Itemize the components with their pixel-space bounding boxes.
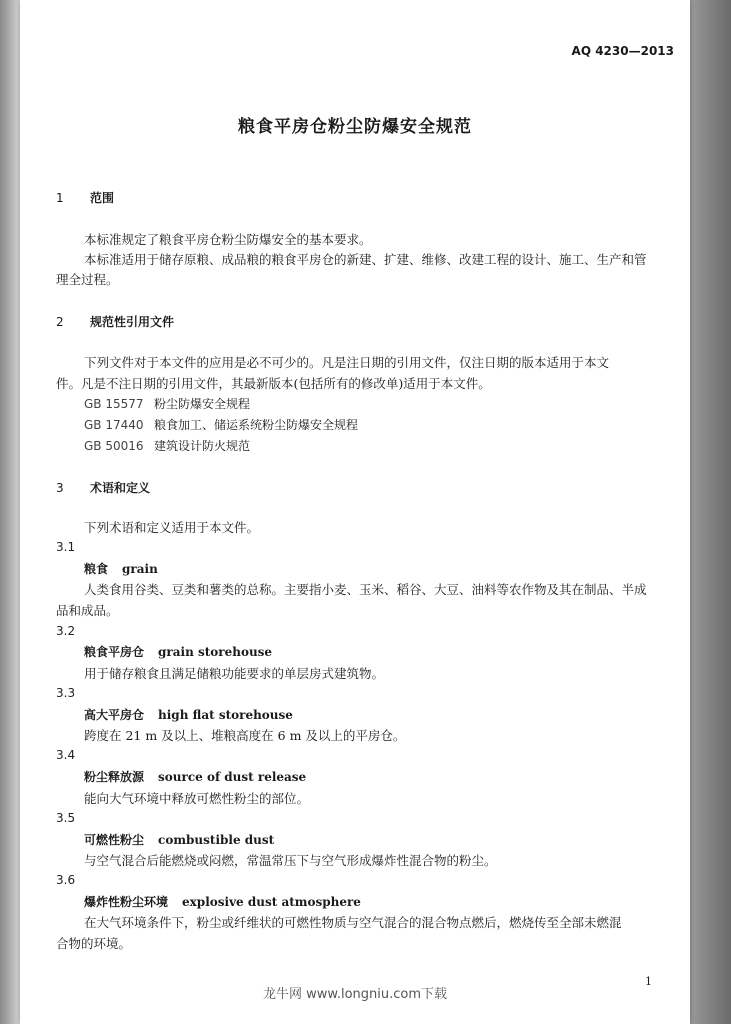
document-page — [20, 0, 690, 1024]
term-definition: 与空气混合后能燃烧或闷燃，常温常压下与空气形成爆炸性混合物的粉尘。 — [84, 853, 497, 868]
section-number: 3 — [56, 481, 64, 495]
term-cn: 粉尘释放源 — [84, 770, 145, 784]
term-en: source of dust release — [158, 770, 307, 784]
paragraph: 本标准规定了粮食平房仓粉尘防爆安全的基本要求。 — [84, 232, 372, 247]
reference-name: 建筑设计防火规范 — [154, 439, 251, 453]
term-en: combustible dust — [158, 833, 275, 847]
term-heading — [84, 831, 274, 848]
term-en: high flat storehouse — [158, 708, 293, 722]
reference-item — [84, 437, 250, 454]
section-title: 术语和定义 — [90, 481, 151, 495]
term-number: 3.2 — [56, 624, 76, 638]
viewer-background-right — [690, 0, 731, 1024]
reference-item — [84, 395, 250, 412]
reference-code: GB 50016 — [84, 439, 144, 453]
section-title: 规范性引用文件 — [90, 315, 175, 329]
term-number: 3.4 — [56, 748, 76, 762]
reference-name: 粮食加工、储运系统粉尘防爆安全规程 — [154, 418, 359, 432]
term-heading — [84, 768, 306, 785]
document-title: 粮食平房仓粉尘防爆安全规范 — [238, 117, 472, 137]
section-title: 范围 — [90, 191, 115, 205]
paragraph-continuation: 理全过程。 — [56, 272, 119, 287]
term-definition: 用于储存粮食且满足储粮功能要求的单层房式建筑物。 — [84, 666, 385, 681]
term-heading — [84, 560, 158, 577]
term-cn: 可燃性粉尘 — [84, 833, 145, 847]
term-cn: 高大平房仓 — [84, 708, 145, 722]
page-number: 1 — [645, 975, 652, 988]
term-definition: 跨度在 21 m 及以上、堆粮高度在 6 m 及以上的平房仓。 — [84, 728, 406, 743]
reference-item — [84, 416, 358, 433]
term-number: 3.5 — [56, 811, 76, 825]
term-cn: 粮食 — [84, 562, 109, 576]
reference-name: 粉尘防爆安全规程 — [154, 397, 251, 411]
term-en: explosive dust atmosphere — [182, 895, 361, 909]
section-heading-1 — [56, 189, 114, 206]
reference-code: GB 17440 — [84, 418, 144, 432]
viewer-background-left — [0, 0, 20, 1024]
section-number: 1 — [56, 191, 64, 205]
reference-code: GB 15577 — [84, 397, 144, 411]
standard-number: AQ 4230—2013 — [571, 44, 674, 58]
term-heading — [84, 643, 272, 660]
term-definition: 能向大气环境中释放可燃性粉尘的部位。 — [84, 791, 310, 806]
term-definition: 在大气环境条件下，粉尘或纤维状的可燃性物质与空气混合的混合物点燃后，燃烧传至全部未燃混 — [84, 915, 622, 930]
term-en: grain storehouse — [158, 645, 273, 659]
term-cn: 粮食平房仓 — [84, 645, 145, 659]
term-definition-continuation: 合物的环境。 — [56, 936, 132, 951]
section-heading-2 — [56, 313, 174, 330]
section-number: 2 — [56, 315, 64, 329]
paragraph: 下列术语和定义适用于本文件。 — [84, 520, 260, 535]
paragraph: 本标准适用于储存原粮、成品粮的粮食平房仓的新建、扩建、维修、改建工程的设计、施工、生产和管 — [84, 252, 647, 267]
term-heading — [84, 706, 293, 723]
term-en: grain — [122, 562, 158, 576]
term-heading — [84, 893, 361, 910]
paragraph-continuation: 件。凡是不注日期的引用文件，其最新版本(包括所有的修改单)适用于本文件。 — [56, 376, 491, 391]
term-number: 3.6 — [56, 873, 76, 887]
section-heading-3 — [56, 479, 150, 496]
term-definition-continuation: 品和成品。 — [56, 603, 119, 618]
watermark-text: 龙牛网 www.longniu.com下载 — [262, 987, 447, 1002]
term-definition: 人类食用谷类、豆类和薯类的总称。主要指小麦、玉米、稻谷、大豆、油料等农作物及其在制品、半成 — [84, 582, 647, 597]
term-cn: 爆炸性粉尘环境 — [84, 895, 169, 909]
term-number: 3.1 — [56, 540, 76, 554]
term-number: 3.3 — [56, 686, 76, 700]
paragraph: 下列文件对于本文件的应用是必不可少的。凡是注日期的引用文件，仅注日期的版本适用于本文 — [84, 355, 610, 370]
